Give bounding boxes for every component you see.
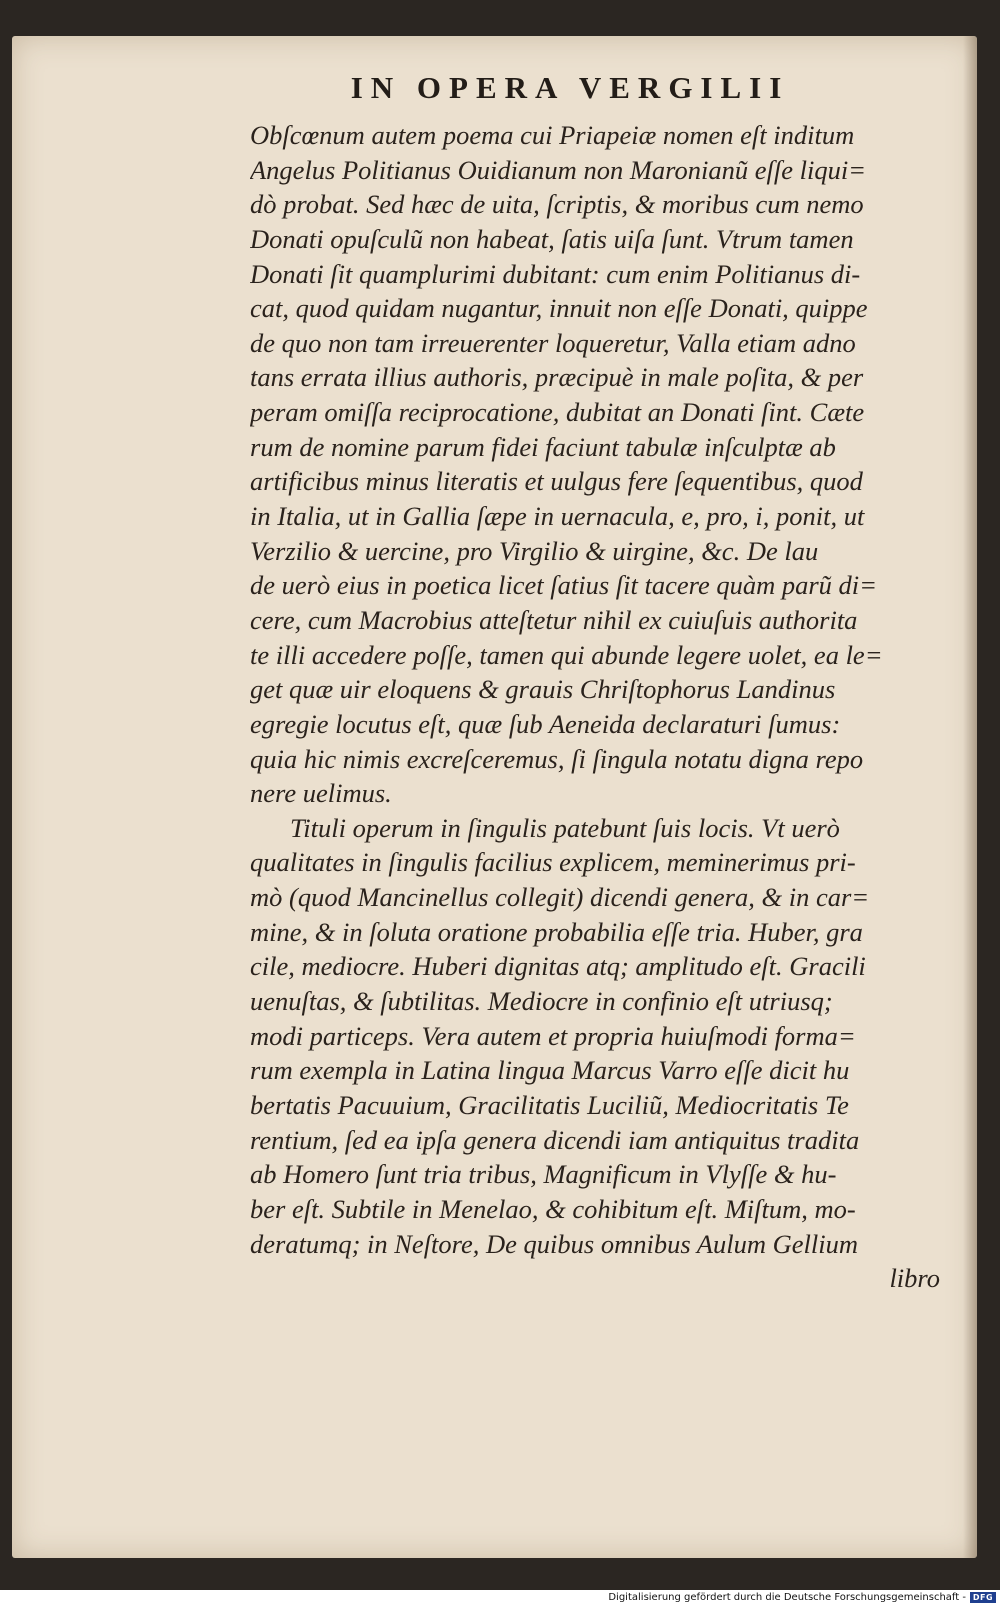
text-line: peram omiſſa reciprocatione, dubitat an Donati ſint. Cæte <box>250 397 865 428</box>
body-text <box>250 118 940 1296</box>
text-line: Donati opuſculũ non habeat, ſatis uiſa ſunt. Vtrum tamen <box>250 223 854 254</box>
text-line: bertatis Pacuuium, Gracilitatis Luciliũ, Mediocritatis Te <box>250 1089 849 1120</box>
text-line: tans errata illius authoris, præcipuè in male poſita, & per <box>250 362 864 393</box>
text-line: uenuſtas, & ſubtilitas. Mediocre in confinio eſt utriusq; <box>250 986 833 1017</box>
text-line: deratumq; in Neſtore, De quibus omnibus Aulum Gellium <box>250 1228 858 1259</box>
text-line: cile, mediocre. Huberi dignitas atq; amplitudo eſt. Gracili <box>250 951 866 982</box>
text-line: ab Homero ſunt tria tribus, Magnificum in Vlyſſe & hu- <box>250 1159 837 1190</box>
text-line: Verzilio & uercine, pro Virgilio & uirgine, &c. De lau <box>250 535 819 566</box>
running-head: IN OPERA VERGILII <box>350 70 790 105</box>
catchword: libro <box>889 1263 940 1294</box>
text-line: modi particeps. Vera autem et propria huiuſmodi forma= <box>250 1020 856 1051</box>
text-line: mò (quod Mancinellus collegit) dicendi genera, & in car= <box>250 882 870 913</box>
text-line: rum de nomine parum fidei faciunt tabulæ inſculptæ ab <box>250 431 836 462</box>
text-line: Donati ſit quamplurimi dubitant: cum enim Politianus di- <box>250 258 861 289</box>
text-line: egregie locutus eſt, quæ ſub Aeneida declaraturi ſumus: <box>250 708 841 739</box>
text-line: cat, quod quidam nugantur, innuit non eſſe Donati, quippe <box>250 293 868 324</box>
text-line: ber eſt. Subtile in Menelao, & cohibitum eſt. Miſtum, mo- <box>250 1193 856 1224</box>
text-line: qualitates in ſingulis facilius explicem, meminerimus pri- <box>250 847 856 878</box>
text-line: nere uelimus. <box>250 778 392 809</box>
text-line: quia hic nimis excreſceremus, ſi ſingula notatu digna repo <box>250 743 864 774</box>
paragraph-start-line: Tituli operum in ſingulis patebunt ſuis locis. Vt uerò <box>290 812 840 843</box>
text-line: te illi accedere poſſe, tamen qui abunde legere uolet, ea le= <box>250 639 883 670</box>
text-line: dò probat. Sed hæc de uita, ſcriptis, & moribus cum nemo <box>250 189 864 220</box>
text-line: rum exempla in Latina lingua Marcus Varro eſſe dicit hu <box>250 1055 850 1086</box>
text-line: de uerò eius in poetica licet ſatius ſit tacere quàm parũ di= <box>250 570 878 601</box>
catchword-line <box>250 1261 940 1296</box>
text-line: cere, cum Macrobius atteſtetur nihil ex cuiuſuis authorita <box>250 604 858 635</box>
text-line: de quo non tam irreuerenter loqueretur, Valla etiam adno <box>250 327 856 358</box>
text-line: rentium, ſed ea ipſa genera dicendi iam antiquitus tradita <box>250 1124 860 1155</box>
text-line: get quæ uir eloquens & grauis Chriſtophorus Landinus <box>250 674 836 705</box>
text-line: mine, & in ſoluta oratione probabilia eſſe tria. Huber, gra <box>250 916 863 947</box>
text-line: Obſcœnum autem poema cui Priapeiæ nomen eſt inditum <box>250 120 855 150</box>
text-line: Angelus Politianus Ouidianum non Maronianũ eſſe liqui= <box>250 154 867 185</box>
page-edge-shadow <box>963 36 977 1558</box>
dfg-logo: DFG <box>970 1592 996 1603</box>
text-line: in Italia, ut in Gallia ſæpe in uernacula, e, pro, i, ponit, ut <box>250 501 865 532</box>
text-line: artificibus minus literatis et uulgus fere ſequentibus, quod <box>250 466 863 497</box>
footer-credit: Digitalisierung gefördert durch die Deutsche Forschungsgemeinschaft - <box>608 1592 966 1603</box>
